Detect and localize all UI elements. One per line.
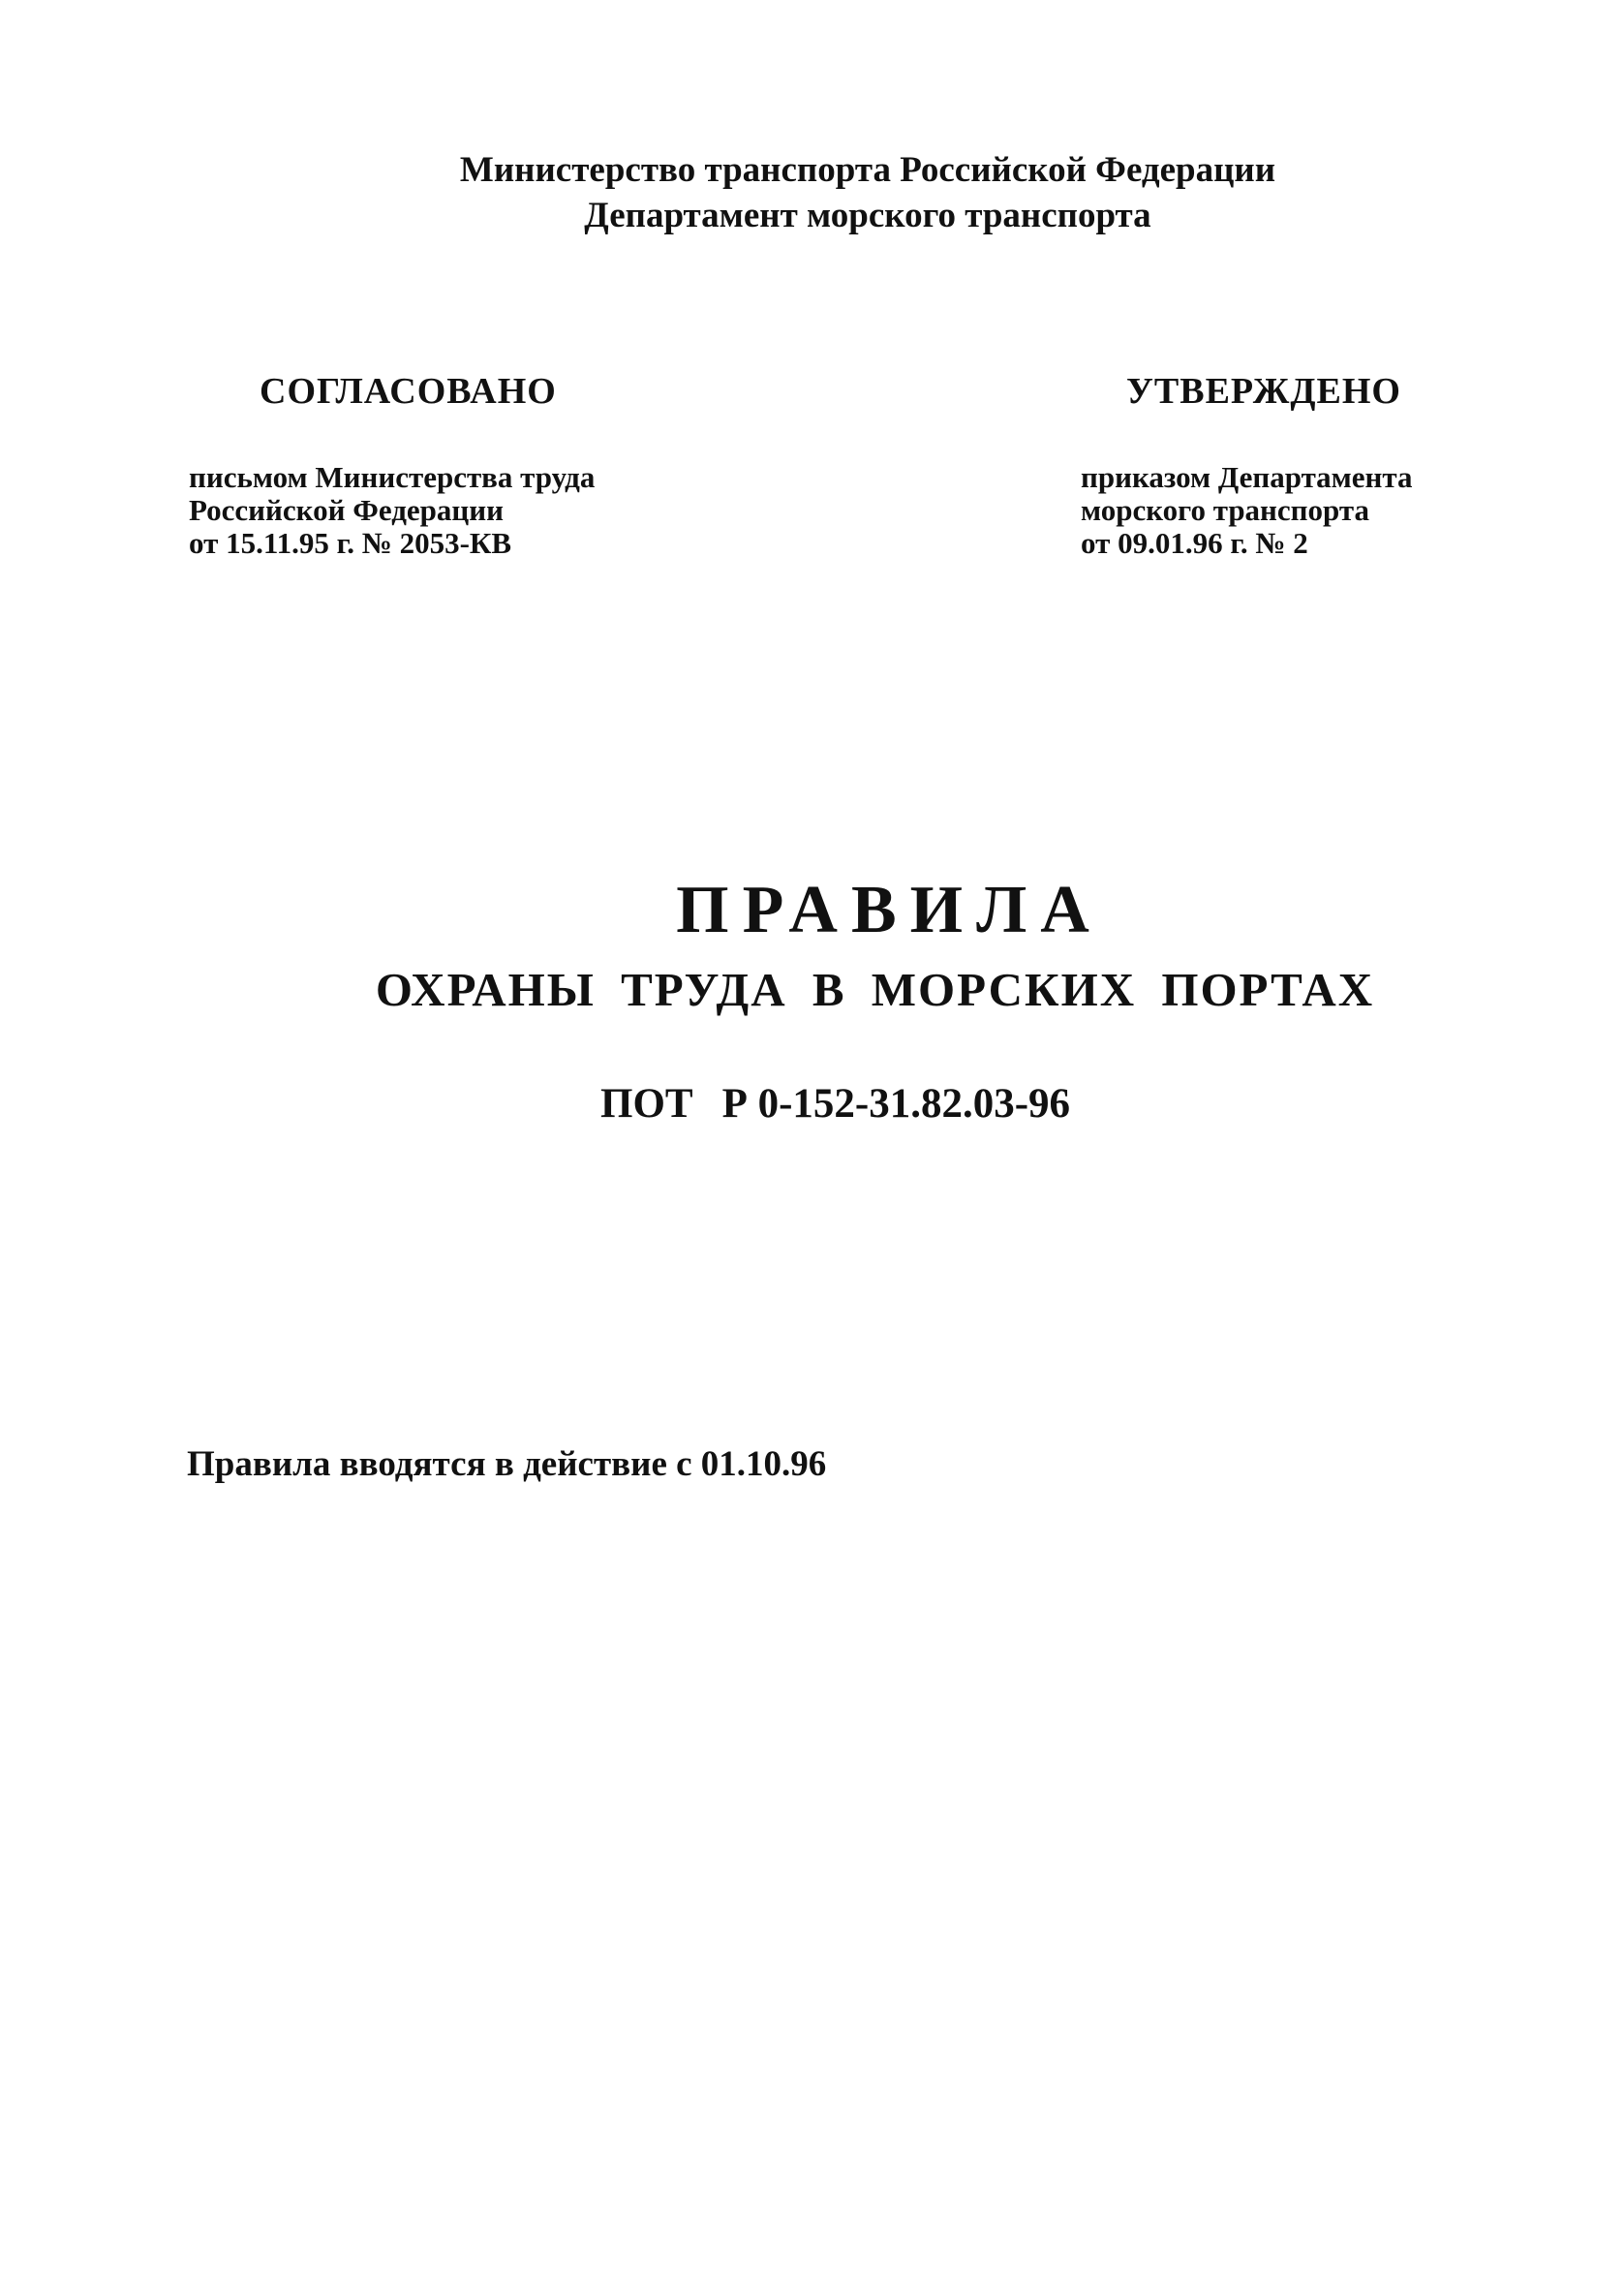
document-header bbox=[0, 147, 1624, 238]
department-name: Департамент морского транспорта bbox=[584, 196, 1151, 235]
approved-block bbox=[1081, 461, 1413, 560]
approved-line: приказом Департамента bbox=[1081, 460, 1413, 494]
agreed-title: СОГЛАСОВАНО bbox=[260, 371, 557, 412]
document-code-prefix: ПОТ bbox=[600, 1081, 693, 1127]
document-subtitle: ОХРАНЫ ТРУДА В МОРСКИХ ПОРТАХ bbox=[375, 963, 1375, 1016]
document-code bbox=[600, 1080, 1070, 1128]
document-title-wrap bbox=[0, 872, 1624, 949]
approved-line: морского транспорта bbox=[1081, 493, 1369, 527]
approved-title: УТВЕРЖДЕНО bbox=[1126, 371, 1401, 412]
agreed-block bbox=[189, 461, 595, 560]
effective-date: Правила вводятся в действие с 01.10.96 bbox=[187, 1444, 827, 1484]
agreed-line: Российской Федерации bbox=[189, 493, 504, 527]
document-title: ПРАВИЛА bbox=[676, 873, 1103, 947]
ministry-name: Министерство транспорта Российской Федерации bbox=[459, 150, 1276, 190]
document-code-number: Р 0-152-31.82.03-96 bbox=[721, 1081, 1071, 1127]
agreed-line: от 15.11.95 г. № 2053-КВ bbox=[189, 526, 512, 560]
document-subtitle-wrap bbox=[0, 962, 1624, 1017]
agreed-line: письмом Министерства труда bbox=[189, 460, 596, 494]
approved-line: от 09.01.96 г. № 2 bbox=[1081, 526, 1308, 560]
